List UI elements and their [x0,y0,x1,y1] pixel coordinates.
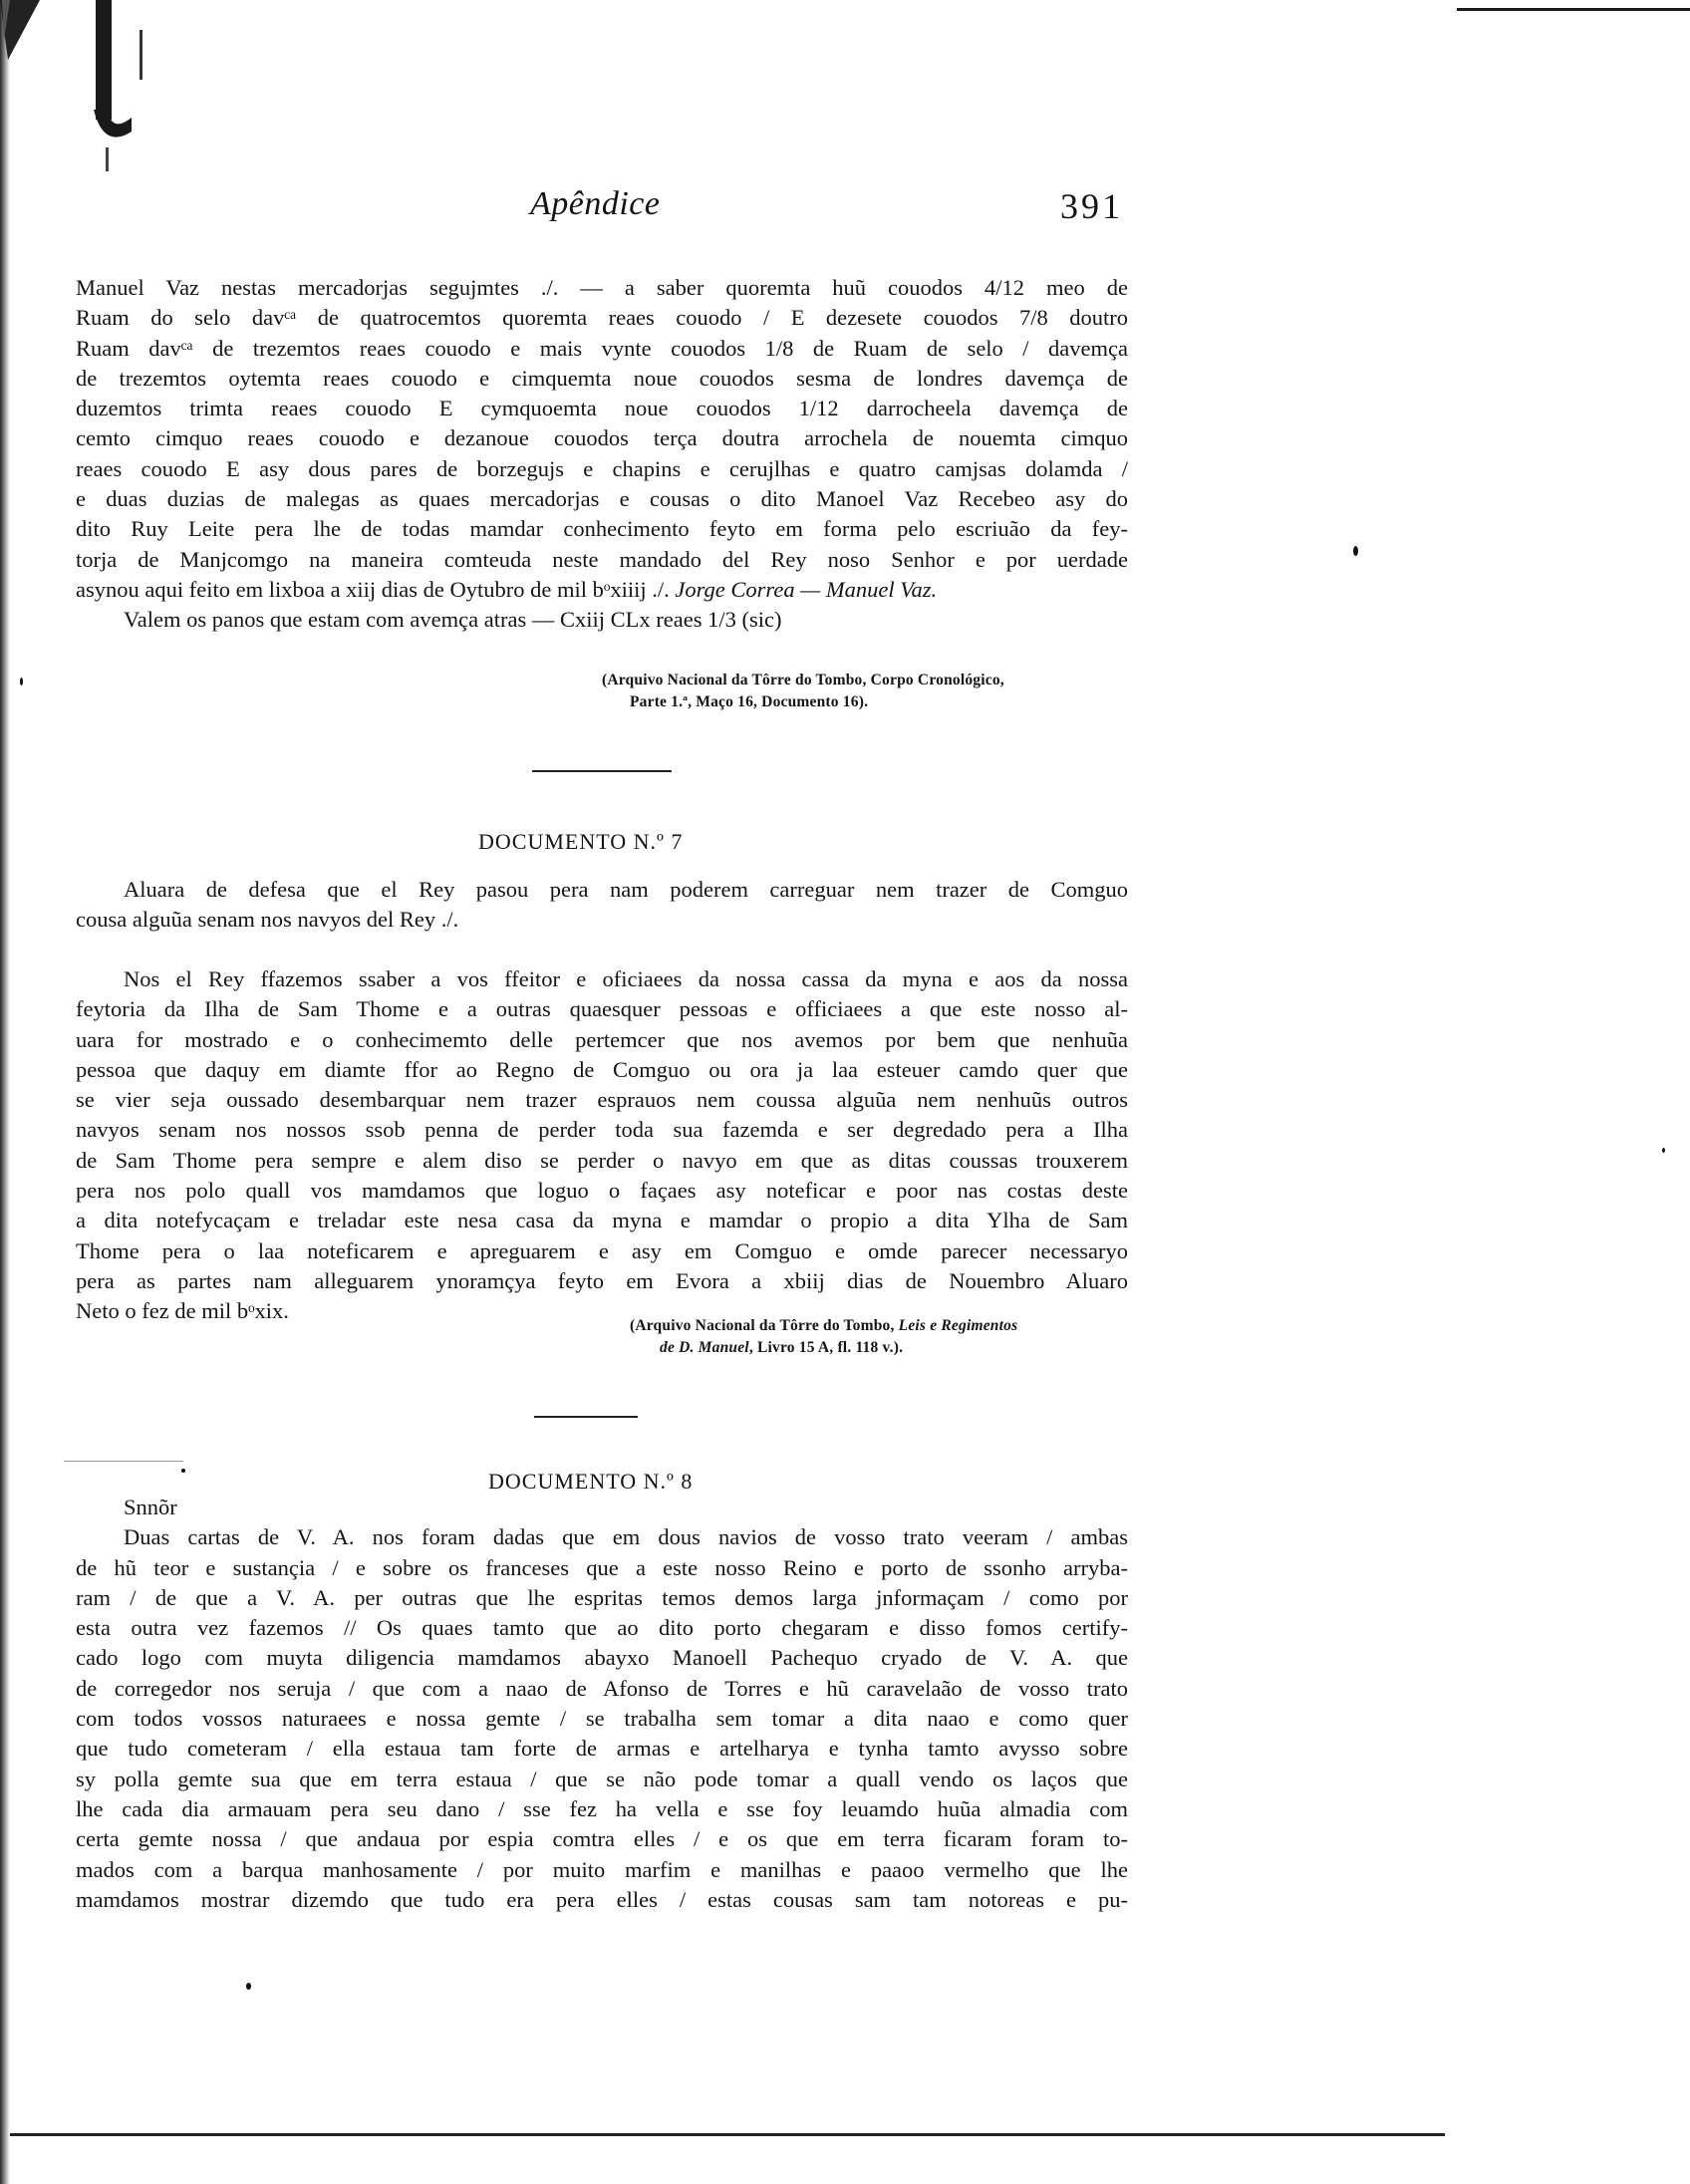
section-divider [532,770,672,772]
text-line: Ruam do selo davᶜᵃ de quatrocemtos quoremta reaes couodo / E dezesete couodos 7/8 doutro [76,305,1128,331]
text-line: Ruam davᶜᵃ de trezemtos reaes couodo e mais vynte couodos 1/8 de Ruam de selo / davemça [76,335,1128,361]
source-text: (Arquivo Nacional da Tôrre do Tombo, [630,1317,899,1334]
text-line-content: asynou aqui feito em lixboa a xiij dias de Oytubro de mil bᵒxiiij ./. [76,576,670,602]
text-line: cousa alguũa senam nos navyos del Rey ./. [76,907,459,933]
signature: Jorge Correa — Manuel Vaz. [675,576,938,602]
text-line: cemto cimquo reaes couodo e dezanoue couodos terça doutra arrochela de nouemta cimquo [76,425,1128,451]
text-line: Nos el Rey ffazemos ssaber a vos ffeitor e oficiaees da nossa cassa da myna e aos da nossa [124,966,1128,991]
ink-speck [1662,1148,1665,1153]
text-line: Neto o fez de mil bᵒxix. [76,1298,289,1324]
text-line: pera nos polo quall vos mamdamos que loguo o façaes asy noteficar e poor nas costas deste [76,1178,1128,1204]
source-citation [630,1315,1017,1359]
text-line: duzemtos trimta reaes couodo E cymquoemta noue couodos 1/12 darrocheela davemça de [76,396,1128,421]
text-line: de hũ teor e sustançia / e sobre os franceses que a este nosso Reino e porto de ssonho arryba- [76,1554,1128,1580]
text-line [76,575,1128,605]
document-8-heading: DOCUMENTO N.º 8 [488,1469,694,1494]
scan-top-rule [1457,8,1690,11]
text-line: Aluara de defesa que el Rey pasou pera nam poderem carreguar nem trazer de Comguo [124,877,1128,902]
document-7-body [76,964,1128,1327]
scan-left-edge [0,0,10,2184]
section-divider [534,1416,638,1418]
text-line: dito Ruy Leite pera lhe de todas mamdar conhecimento feyto em forma pelo escriuão da fey- [76,516,1128,542]
text-line: cado logo com muyta diligencia mamdamos abayxo Manoell Pachequo cryado de V. A. que [76,1645,1128,1671]
running-head: Apêndice [530,185,661,222]
text-line: mados com a barqua manhosamente / por muito marfim e manilhas e paaoo vermelho que lhe [76,1856,1128,1882]
text-line: sy polla gemte sua que em terra estaua / que se não pode tomar a quall vendo os laços que [76,1766,1128,1791]
ink-speck [20,678,23,685]
value-line: Valem os panos que estam com avemça atras — Cxiij CLx reaes 1/3 (sic) [124,607,782,633]
scan-corner-blot [0,0,159,179]
text-line: de corregedor nos seruja / que com a naao de Afonso de Torres e hũ caravelaão de vosso trato [76,1675,1128,1701]
text-line: esta outra vez fazemos // Os quaes tamto que ao dito porto chegaram e disso fomos certify- [76,1615,1128,1641]
source-title: de D. Manuel [660,1339,749,1356]
page-number: 391 [1060,186,1123,226]
text-line: Duas cartas de V. A. nos foram dadas que em dous navios de vosso trato veeram / ambas [124,1524,1128,1550]
scan-bottom-rule [10,2133,1445,2136]
text-line: pera as partes nam alleguarem ynoramçya feyto em Evora a xbiij dias de Nouembro Aluaro [76,1267,1128,1293]
previous-document-text [76,273,1128,636]
text-line: mamdamos mostrar dizemdo que tudo era pera elles / estas cousas sam tam notoreas e pu- [76,1886,1128,1912]
text-line: uara for mostrado e o conhecimemto delle pertemcer que nos avemos por bem que nenhuũa [76,1026,1128,1052]
ink-speck [181,1469,185,1473]
text-line: ram / de que a V. A. per outras que lhe espritas temos demos larga jnformaçam / como por [76,1584,1128,1610]
source-text: , Livro 15 A, fl. 118 v.). [748,1339,904,1356]
text-line: navyos senam nos nossos ssob penna de perder toda sua fazemda e ser degredado pera a Ilha [76,1117,1128,1143]
salutation: Snnõr [124,1495,177,1519]
document-7-heading: DOCUMENTO N.º 7 [478,829,684,854]
source-line [630,1315,1017,1337]
text-line: se vier seja oussado desembarquar nem trazer esprauos nem coussa alguũa nem nenhuũs outros [76,1087,1128,1113]
scan-faint-rule [64,1461,183,1462]
text-line: Manuel Vaz nestas mercadorjas segujmtes ./. — a saber quoremta huũ couodos 4/12 meo de [76,275,1128,300]
text-line: a dita notefycaçam e treladar este nesa casa da myna e mamdar o propio a dita Ylha de Sam [76,1208,1128,1233]
document-7-summary [76,875,1128,936]
text-line: pessoa que daquy em diamte ffor ao Regno de Comguo ou ora ja laa esteuer camdo quer que [76,1056,1128,1082]
text-line: com todos vossos naturaees e nossa gemte / se trabalha sem tomar a dita naao e como quer [76,1706,1128,1732]
ink-speck [1353,546,1358,556]
ink-speck [246,1983,251,1990]
source-line: Parte 1.ª, Maço 16, Documento 16). [630,693,869,710]
text-line: reaes couodo E asy dous pares de borzegujs e chapins e cerujlhas e quatro camjsas dolamda / [76,455,1128,481]
source-title: Leis e Regimentos [898,1317,1018,1334]
source-line: (Arquivo Nacional da Tôrre do Tombo, Corpo Cronológico, [602,672,1004,688]
source-line [630,1337,1017,1359]
text-line: que tudo cometeram / ella estaua tam forte de armas e artelharya e tynha tamto avysso sobre [76,1736,1128,1762]
text-line: feytoria da Ilha de Sam Thome e a outras quaesquer pessoas e officiaees a que este nosso al- [76,996,1128,1022]
document-8-body [76,1493,1128,1915]
text-line: certa gemte nossa / que andaua por espia comtra elles / e os que em terra ficaram foram to- [76,1826,1128,1852]
text-line: Thome pera o laa noteficarem e apreguarem e asy em Comguo e omde parecer necessaryo [76,1237,1128,1263]
text-line: lhe cada dia armauam pera seu dano / sse fez ha vella e sse foy leuamdo huũa almadia com [76,1795,1128,1821]
text-line: de trezemtos oytemta reaes couodo e cimquemta noue couodos sesma de londres davemça de [76,365,1128,391]
source-citation [602,670,1004,713]
text-line: torja de Manjcomgo na maneira comteuda neste mandado del Rey noso Senhor e por uerdade [76,546,1128,572]
text-line: e duas duzias de malegas as quaes mercadorjas e cousas o dito Manoel Vaz Recebeo asy do [76,486,1128,512]
text-line: de Sam Thome pera sempre e alem diso se perder o navyo em que as ditas coussas trouxerem [76,1147,1128,1173]
